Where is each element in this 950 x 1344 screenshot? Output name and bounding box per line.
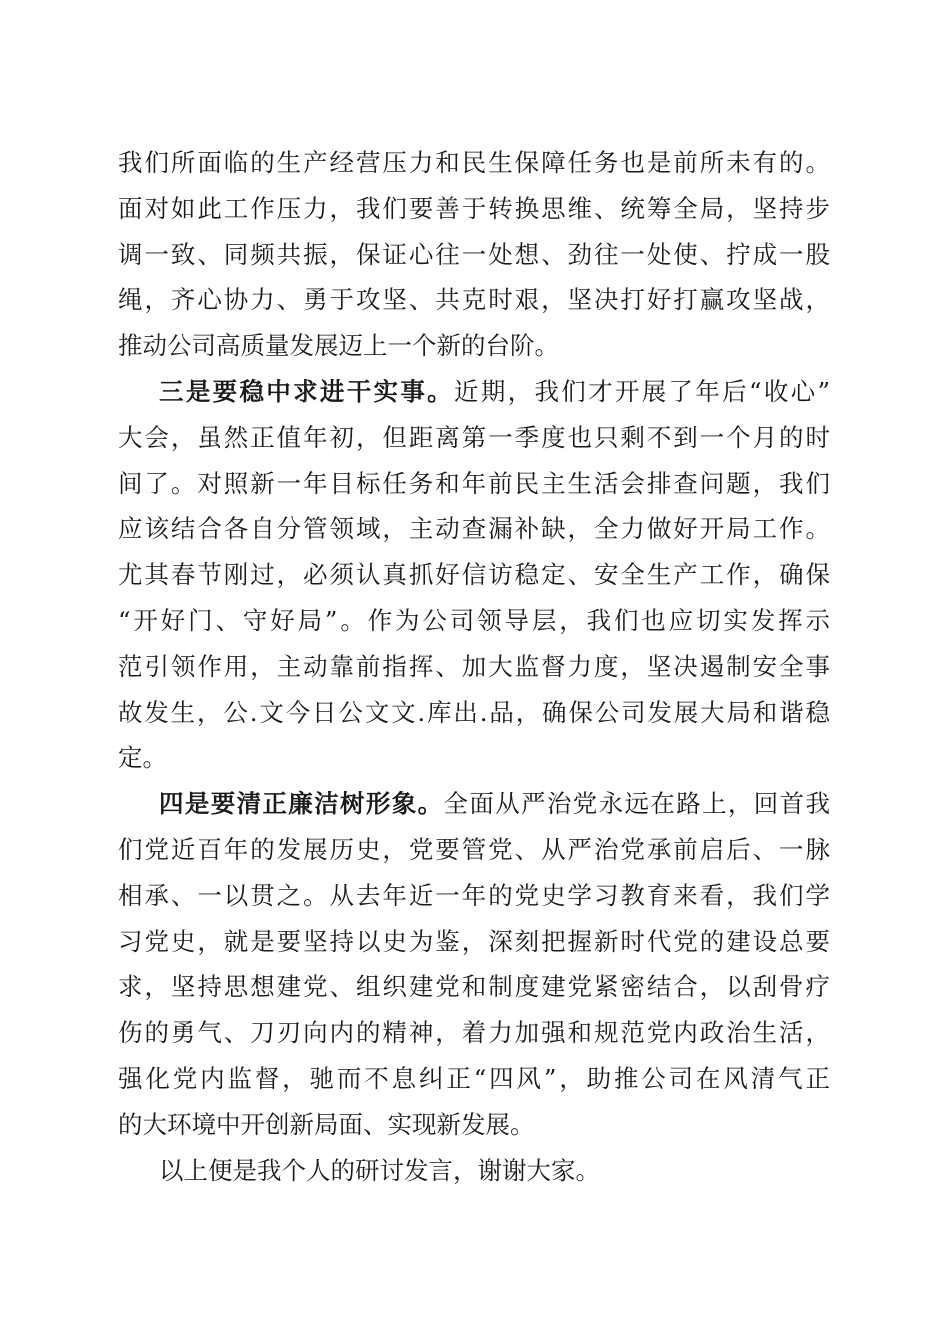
text-line: 面对如此工作压力，我们要善于转换思维、统筹全局，坚持步 [118,193,830,223]
text-line: “开好门、守好局”。作为公司领导层，我们也应切实发挥示 [118,605,830,635]
text-line: 强化党内监督，驰而不息纠正“四风”，助推公司在风清气正 [118,1063,830,1093]
text-line: 绳，齐心协力、勇于攻坚、共克时艰，坚决打好打赢攻坚战， [118,285,830,315]
text-line [118,369,830,415]
text-run: 近期，我们才开展了年后“收心” [454,376,830,406]
text-run: 全面从严治党永远在路上，回首我 [443,789,830,819]
text-line: 定。 [118,743,167,773]
text-line: 们党近百年的发展历史，党要管党、从严治党承前启后、一脉 [118,834,830,864]
text-line: 的大环境中开创新局面、实现新发展。 [118,1109,535,1139]
text-line: 推动公司高质量发展迈上一个新的台阶。 [118,331,559,361]
text-line: 间了。对照新一年目标任务和年前民主生活会排查问题，我们 [118,468,830,498]
text-line [118,781,830,827]
text-line: 应该结合各自分管领域，主动查漏补缺，全力做好开局工作。 [118,514,830,544]
text-line: 范引领作用，主动靠前指挥、加大监督力度，坚决遏制安全事 [118,651,830,681]
text-line: 习党史，就是要坚持以史为鉴，深刻把握新时代党的建设总要 [118,926,830,956]
text-line: 大会，虽然正值年初，但距离第一季度也只剩不到一个月的时 [118,422,830,452]
text-line: 我们所面临的生产经营压力和民生保障任务也是前所未有的。 [118,148,830,177]
paragraph-closing [118,1148,830,1194]
paragraph-section-four [118,781,830,1147]
section-heading: 四是要清正廉洁树形象。 [159,789,444,819]
text-line: 故发生，公.文今日公文文.库出.品，确保公司发展大局和谐稳 [118,697,830,727]
text-line: 求，坚持思想建党、组织建党和制度建党紧密结合，以刮骨疗 [118,972,830,1002]
document-body [118,140,830,1193]
section-heading: 三是要稳中求进干实事。 [159,376,454,406]
text-line: 伤的勇气、刀刃向内的精神，着力加强和规范党内政治生活， [118,1018,830,1048]
text-line: 尤其春节刚过，必须认真抓好信访稳定、安全生产工作，确保 [118,560,830,590]
text-line: 相承、一以贯之。从去年近一年的党史学习教育来看，我们学 [118,880,830,910]
text-line: 调一致、同频共振，保证心往一处想、劲往一处使、拧成一股 [118,239,830,269]
paragraph-continuation [118,140,830,369]
text-line: 以上便是我个人的研讨发言，谢谢大家。 [159,1155,600,1185]
paragraph-section-three [118,369,830,781]
